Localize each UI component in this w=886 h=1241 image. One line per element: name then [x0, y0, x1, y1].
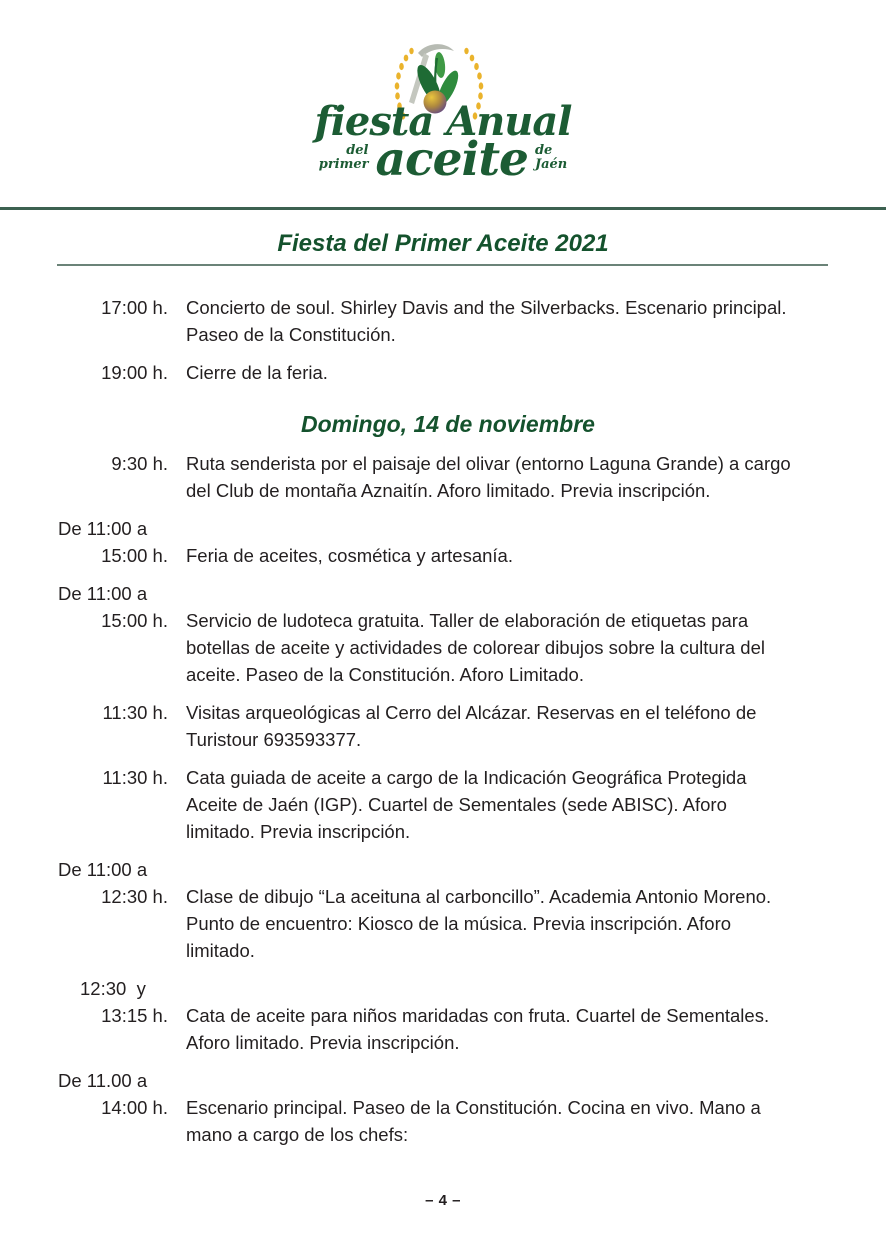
time-label: 11:30 h.	[102, 701, 168, 723]
item-time	[58, 515, 168, 569]
header-rule	[0, 207, 886, 210]
description-line: Visitas arqueológicas al Cerro del Alcázar. Reservas en el teléfono de	[186, 701, 757, 723]
item-time	[58, 359, 168, 386]
description-line: limitado.	[186, 939, 255, 961]
item-description	[186, 515, 513, 569]
logo-word-de: de	[534, 142, 553, 158]
schedule	[0, 266, 886, 1148]
description-line: Aceite de Jaén (IGP). Cuartel de Sementales (sede ABISC). Aforo	[186, 793, 727, 815]
item-description	[186, 764, 747, 845]
logo-word-anual: Anual	[446, 98, 572, 145]
description-line: Ruta senderista por el paisaje del olivar (entorno Laguna Grande) a cargo	[186, 452, 791, 474]
item-time	[58, 450, 168, 504]
schedule-item	[58, 764, 838, 845]
item-description	[186, 580, 765, 688]
logo-word-jaen: Jaén	[534, 156, 568, 172]
schedule-item	[58, 294, 838, 348]
description-line: Servicio de ludoteca gratuita. Taller de elaboración de etiquetas para	[186, 609, 749, 631]
time-label: 9:30 h.	[111, 452, 168, 474]
day-heading: Domingo, 14 de noviembre	[301, 411, 595, 438]
item-time	[58, 294, 168, 348]
item-time	[58, 1067, 168, 1148]
logo-word-fiesta: fiesta	[314, 98, 434, 145]
item-time	[58, 764, 168, 845]
schedule-item	[58, 1067, 838, 1148]
schedule-item	[58, 515, 838, 569]
description-line: Aforo limitado. Previa inscripción.	[186, 1031, 460, 1053]
item-description	[186, 294, 787, 348]
time-label: 11:30 h.	[102, 766, 168, 788]
page-title: Fiesta del Primer Aceite 2021	[277, 230, 609, 257]
description-line: Cata guiada de aceite a cargo de la Indicación Geográfica Protegida	[186, 766, 747, 788]
time-label: 14:00 h.	[101, 1096, 168, 1118]
festival-logo	[273, 40, 613, 192]
description-line: Cierre de la feria.	[186, 362, 328, 384]
time-label: 12:30 y	[80, 977, 146, 999]
logo-words-del-primer	[319, 144, 369, 180]
schedule-item	[58, 856, 838, 964]
logo-text-line2	[273, 132, 613, 187]
logo-word-del: del	[346, 142, 369, 158]
description-line: Feria de aceites, cosmética y artesanía.	[186, 544, 513, 566]
description-line: limitado. Previa inscripción.	[186, 820, 411, 842]
time-label: De 11.00 a	[58, 1069, 148, 1091]
schedule-item	[58, 975, 838, 1056]
schedule-item	[58, 450, 838, 504]
item-time	[58, 580, 168, 688]
page-number: – 4 –	[425, 1191, 461, 1209]
logo-words-de-jaen	[535, 144, 567, 180]
description-line: Cata de aceite para niños maridadas con fruta. Cuartel de Sementales.	[186, 1004, 770, 1026]
item-time	[58, 699, 168, 753]
logo-word-aceite: aceite	[375, 132, 528, 187]
schedule-item	[58, 699, 838, 753]
description-line: aceite. Paseo de la Constitución. Aforo Limitado.	[186, 663, 584, 685]
item-description	[186, 699, 756, 753]
item-time	[58, 975, 168, 1056]
item-time	[58, 856, 168, 964]
time-label: 15:00 h.	[101, 544, 168, 566]
description-line: Clase de dibujo “La aceituna al carboncillo”. Academia Antonio Moreno.	[186, 885, 772, 907]
schedule-item	[58, 580, 838, 688]
item-description	[186, 450, 791, 504]
time-label: 15:00 h.	[101, 609, 168, 631]
item-description	[186, 856, 771, 964]
description-line: mano a cargo de los chefs:	[186, 1123, 409, 1145]
time-label: De 11:00 a	[58, 517, 148, 539]
time-label: 13:15 h.	[101, 1004, 168, 1026]
item-description	[186, 975, 769, 1056]
time-label: 12:30 h.	[101, 885, 168, 907]
description-line: Turistour 693593377.	[186, 728, 362, 750]
schedule-item	[58, 359, 838, 386]
time-label: De 11:00 a	[58, 582, 148, 604]
description-line: botellas de aceite y actividades de colorear dibujos sobre la cultura del	[186, 636, 765, 658]
description-line: Concierto de soul. Shirley Davis and the Silverbacks. Escenario principal.	[186, 297, 787, 319]
description-line: del Club de montaña Aznaitín. Aforo limitado. Previa inscripción.	[186, 479, 711, 501]
time-label: De 11:00 a	[58, 858, 148, 880]
time-label: 19:00 h.	[101, 362, 168, 384]
logo-word-primer: primer	[318, 156, 369, 172]
item-description	[186, 359, 328, 386]
description-line: Escenario principal. Paseo de la Constitución. Cocina en vivo. Mano a	[186, 1096, 761, 1118]
time-label: 17:00 h.	[101, 297, 168, 319]
description-line: Punto de encuentro: Kiosco de la música. Previa inscripción. Aforo	[186, 912, 732, 934]
description-line: Paseo de la Constitución.	[186, 324, 396, 346]
item-description	[186, 1067, 761, 1148]
